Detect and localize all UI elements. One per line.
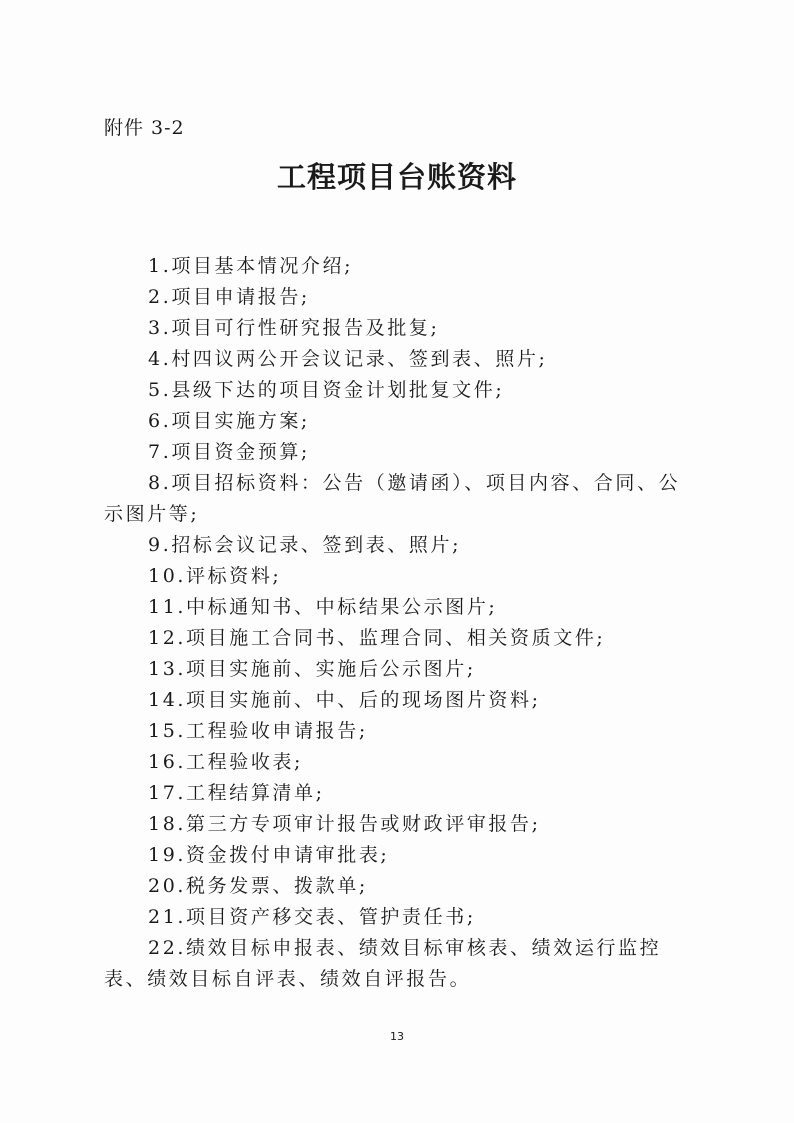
list-item: 5.县级下达的项目资金计划批复文件; [148, 379, 505, 401]
list-item: 8.项目招标资料：公告（邀请函）、项目内容、合同、公示图片等; [104, 472, 681, 525]
list-item: 6.项目实施方案; [148, 410, 310, 432]
list-item: 21.项目资产移交表、管护责任书; [148, 906, 476, 928]
list-item: 16.工程验收表; [148, 751, 304, 773]
list-item: 7.项目资金预算; [148, 441, 310, 463]
list-item: 4.村四议两公开会议记录、签到表、照片; [148, 348, 548, 370]
page-number: 13 [390, 1030, 404, 1043]
list-item: 9.招标会议记录、签到表、照片; [148, 534, 462, 556]
list-item: 22.绩效目标申报表、绩效目标审核表、绩效运行监控表、绩效目标自评表、绩效自评报告。 [104, 937, 662, 990]
list-item: 2.项目申请报告; [148, 286, 310, 308]
list-item: 12.项目施工合同书、监理合同、相关资质文件; [148, 627, 606, 649]
list-item: 3.项目可行性研究报告及批复; [148, 317, 440, 339]
materials-list [104, 251, 692, 995]
list-item: 15.工程验收申请报告; [148, 720, 368, 742]
list-item: 10.评标资料; [148, 565, 282, 587]
list-item: 19.资金拨付申请审批表; [148, 844, 390, 866]
list-item: 17.工程结算清单; [148, 782, 325, 804]
document-title: 工程项目台账资料 [276, 160, 517, 194]
list-item: 11.中标通知书、中标结果公示图片; [148, 596, 498, 618]
attachment-label: 附件 3-2 [104, 117, 185, 139]
list-item: 14.项目实施前、中、后的现场图片资料; [148, 689, 541, 711]
list-item: 18.第三方专项审计报告或财政评审报告; [148, 813, 541, 835]
list-item: 20.税务发票、拨款单; [148, 875, 368, 897]
list-item: 13.项目实施前、实施后公示图片; [148, 658, 476, 680]
list-item: 1.项目基本情况介绍; [148, 255, 354, 277]
